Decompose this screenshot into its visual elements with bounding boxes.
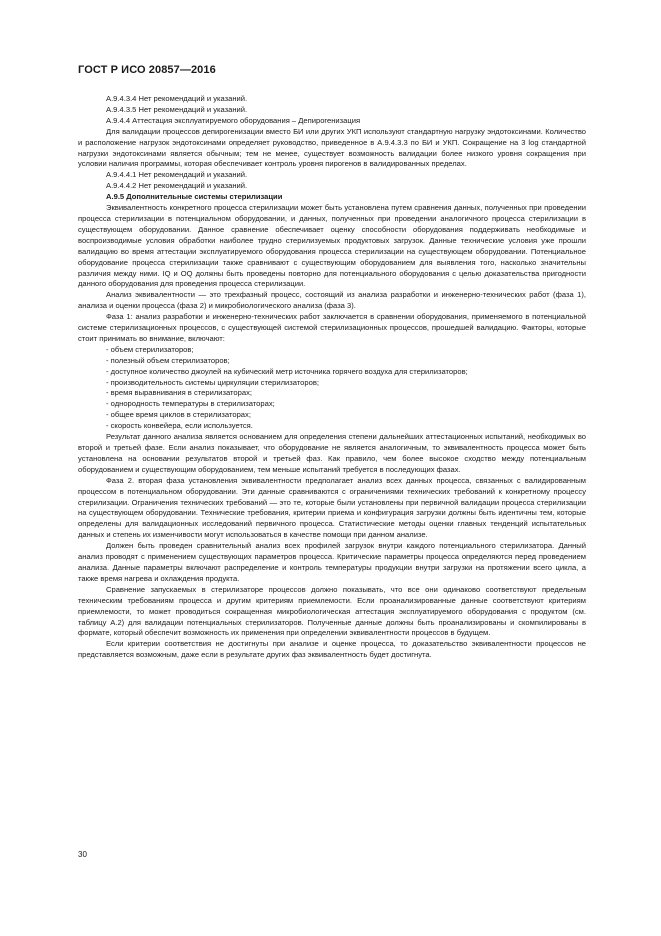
list-item: - объем стерилизаторов; xyxy=(106,344,194,354)
section-heading: А.9.5 Дополнительные системы стерилизации xyxy=(106,192,283,202)
list-item: - общее время циклов в стерилизаторах; xyxy=(106,410,251,420)
paragraph: Эквивалентность конкретного процесса стерилизации может быть установлена путем сравнения данных, полученных при проведении процесса стерилизации в потенциальном оборудовании, и данных, полученных при проведении аналогичного процесса стерилизации в существующем оборудовании. Данное сравнение обеспечивает оценку способности оборудования поддерживать необходимые и воспроизводимые условия обработки наиболее трудно стерилизуемых продуктовых загрузок. Данные технические условия уже прошли валидацию во время аттестации эксплуатируемого оборудования процесса стерилизации на существующем оборудовании. Потенциальное оборудование процесса стерилизации также сравнивают с существующим оборудованием для выявления того, насколько значительны различия между ними. IQ и OQ должны быть проведены повторно для потенциального оборудования с целью доказательства пригодности данного оборудования для проведения процесса стерилизации. xyxy=(78,203,586,289)
paragraph: А.9.4.3.5 Нет рекомендаций и указаний. xyxy=(106,104,248,114)
list-item: - скорость конвейера, если используется. xyxy=(106,421,253,431)
paragraph: А.9.4.4 Аттестация эксплуатируемого оборудования – Депирогенизация xyxy=(106,115,361,125)
paragraph: Анализ эквивалентности — это трехфазный процесс, состоящий из анализа разработки и инженерно-технических работ (фаза 1), анализа и оценки процесса (фаза 2) и микробиологического анализа (фаза 3). xyxy=(78,290,586,311)
list-item: - производительность системы циркуляции стерилизаторов; xyxy=(106,377,319,387)
list-item: - полезный объем стерилизаторов; xyxy=(106,355,230,365)
paragraph: Фаза 1: анализ разработки и инженерно-технических работ заключается в сравнении оборудования, применяемого в потенциальной системе стерилизационных процессов, с существующей системой стерилизационных процессов, прошедшей валидацию. Факторы, которые стоит принимать во внимание, включают: xyxy=(78,312,586,343)
list-item: - доступное количество джоулей на кубический метр источника горячего воздуха для стерилизаторов; xyxy=(106,366,468,376)
paragraph: А.9.4.4.1 Нет рекомендаций и указаний. xyxy=(106,170,248,180)
paragraph: Для валидации процессов депирогенизации вместо БИ или других УКП используют стандартную нагрузку эндотоксинами. Количество и расположение нагрузок эндотоксинами определяет руководство, приведенное в А.9.4.3.3 по БИ и УКП. Сокращение на 3 log стандартной нагрузки эндотоксинами является обычным; тем не менее, существует возможность валидации более низкого уровня сокращения при условии наличия программы, которая обеспечивает контроль уровня пирогенов в валидированных пределах. xyxy=(78,126,586,169)
list-item: - однородность температуры в стерилизаторах; xyxy=(106,399,275,409)
paragraph: Результат данного анализа является основанием для определения степени дальнейших аттестационных испытаний, необходимых во второй и третьей фазе. Если анализ показывает, что оборудование не является аналогичным, то эквивалентность процесса может быть установлена на основании результатов второй и третьей фаз. Как правило, чем более высокое сходство между потенциальным оборудованием и существующим оборудованием, тем меньше испытаний требуется в последующих фазах. xyxy=(78,432,586,474)
paragraph: Сравнение запускаемых в стерилизаторе процессов должно показывать, что все они одинаково соответствуют предельным техническим требованиям процесса и другим критериям приемлемости. Если проанализированные данные соответствуют критериям приемлемости, то может проводиться сокращенная микробиологическая аттестация эксплуатируемого оборудования с продуктом (см. таблицу А.2) для валидации потенциальных стерилизаторов. Полученные данные должны быть проанализированы и скомпилированы в формате, который обеспечит возможность их применения при определении эквивалентности процессов в будущем. xyxy=(78,584,586,638)
paragraph: А.9.4.4.2 Нет рекомендаций и указаний. xyxy=(106,181,248,191)
paragraph: Должен быть проведен сравнительный анализ всех профилей загрузок внутри каждого потенциального стерилизатора. Данный анализ проводят с применением существующих параметров процесса. Критические параметры процесса определяются перед проведением анализа. Данные параметры включают распределение и контроль температуры продукции внутри загрузки на протяжении всего цикла, а также время нагрева и охлаждения продукта. xyxy=(78,541,586,583)
paragraph: Фаза 2. вторая фаза установления эквивалентности предполагает анализ всех данных процесса, связанных с валидированным процессом в потенциальном оборудовании. Эти данные сравниваются с ограничениями технических требований к конкретному процессу стерилизации. Ограничения технических требований — это те, которые были установлены при первичной валидации процесса стерилизации на существующем оборудовании. Технические требования, критерии приема и конфигурация загрузки должны быть идентичны тем, которые определены для валидационных исследований первичного процесса. Статистические методы оценки главных тенденций испытательных данных и степень их изменчивости могут использоваться в качестве помощи при данном анализе. xyxy=(78,475,586,540)
list-item: - время выравнивания в стерилизаторах; xyxy=(106,388,253,398)
document-body xyxy=(78,94,586,661)
paragraph: Если критерии соответствия не достигнуты при анализе и оценке процесса, то доказательство эквивалентности процессов не представляется возможным, даже если в результате других фаз эквивалентность будет достигнута. xyxy=(78,639,586,660)
paragraph: А.9.4.3.4 Нет рекомендаций и указаний. xyxy=(106,94,248,103)
page-number: 30 xyxy=(78,850,87,859)
document-header: ГОСТ Р ИСО 20857—2016 xyxy=(78,64,216,76)
